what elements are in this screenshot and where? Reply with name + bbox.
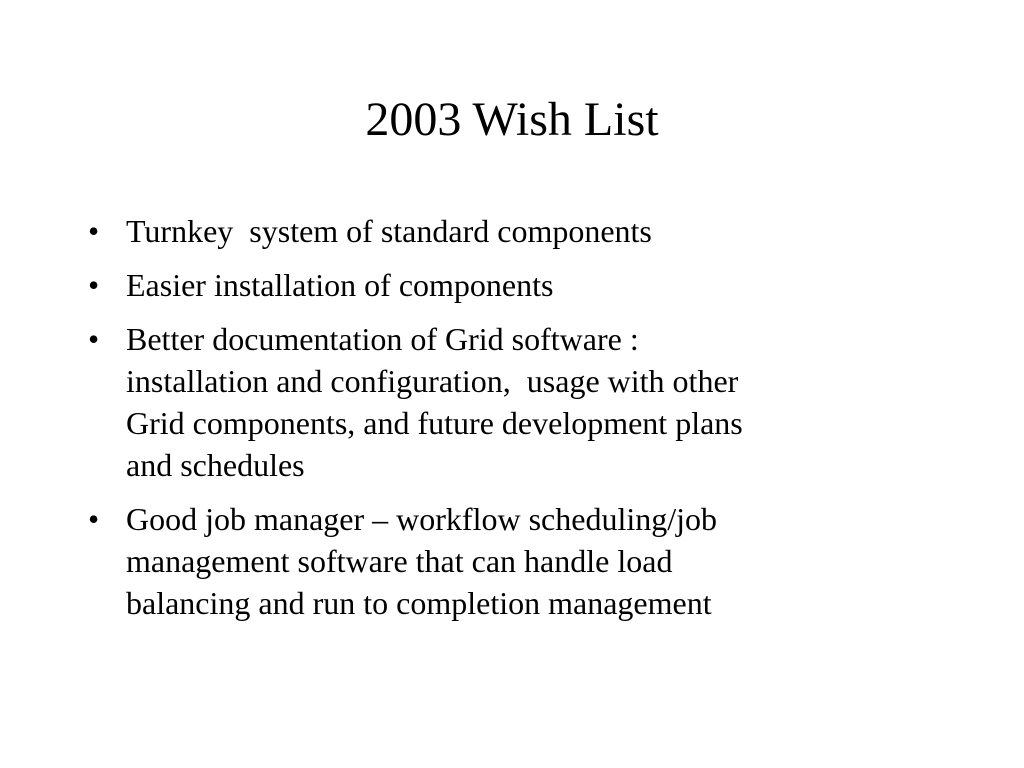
bullet-item-1 (86, 210, 926, 252)
bullet-icon: • (88, 213, 100, 249)
bullet-item-3 (86, 318, 926, 486)
bullet-icon: • (88, 321, 100, 357)
bullet-list (86, 210, 926, 636)
bullet-icon: • (88, 501, 100, 537)
bullet-item-2 (86, 264, 926, 306)
bullet-icon: • (88, 267, 100, 303)
slide-title: 2003 Wish List (365, 93, 659, 146)
bullet-text-1: Turnkey system of standard components (126, 213, 652, 249)
bullet-item-4 (86, 498, 926, 624)
bullet-text-3: Better documentation of Grid software : installation and configuration, usage with other Grid components, and future development plans and schedules (126, 321, 743, 483)
bullet-text-4: Good job manager – workflow scheduling/job management software that can handle load balancing and run to completion management (126, 501, 717, 621)
bullet-text-2: Easier installation of components (126, 267, 554, 303)
